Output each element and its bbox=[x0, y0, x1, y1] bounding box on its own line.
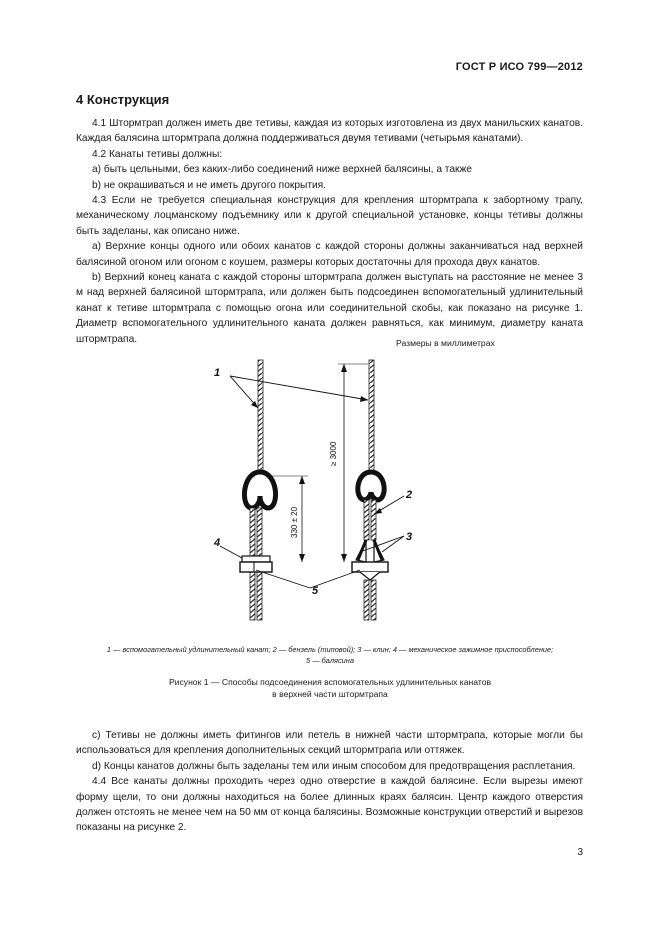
right-seizing-a bbox=[364, 500, 369, 540]
figure-label-2: 2 bbox=[406, 489, 413, 501]
dimension-long-label: ≥ 3000 bbox=[329, 441, 338, 466]
paragraph-4-3: 4.3 Если не требуется специальная конструкция для крепления штормтрапа к забортному трапу, механическому лоцманскому подъемнику или к другой специальной установке, концы тетивы должны быть заделаны, как описано ниже. bbox=[76, 195, 583, 237]
figure-label-4: 4 bbox=[214, 537, 221, 549]
body-text-top bbox=[76, 116, 583, 347]
dimension-long bbox=[329, 364, 368, 562]
dimension-short-label: 330 ± 20 bbox=[290, 506, 299, 538]
right-ladder-rope-a bbox=[364, 580, 369, 620]
legend-line-2: 5 — балясина bbox=[306, 656, 354, 665]
page-number: 3 bbox=[577, 847, 583, 858]
dimensions-note: Размеры в миллиметрах bbox=[396, 338, 495, 348]
left-thimble-eye bbox=[244, 472, 275, 508]
caption-line-2: в верхней части штормтрапа bbox=[272, 689, 388, 699]
paragraph-4-3-c: c) Тетивы не должны иметь фитингов или петель в нижней части штормтрапа, которые могли бы использоваться для крепления дополнительных секций штормтрапа или оттяжек. bbox=[76, 730, 583, 757]
left-clamp bbox=[242, 556, 270, 562]
figure-label-3: 3 bbox=[406, 531, 413, 543]
paragraph-4-3-d: d) Концы канатов должны быть заделаны тем или иным способом для предотвращения расплетания. bbox=[92, 760, 576, 772]
right-extension-rope bbox=[369, 360, 374, 473]
right-ladder-rope-b bbox=[371, 580, 376, 620]
paragraph-4-4: 4.4 Все канаты должны проходить через одно отверстие в каждой балясине. Если вырезы имеют форму щели, то они должны находиться на более длинных краях балясин. Центр каждого отверстия должен отстоять не менее чем на 50 мм от конца балясины. Возможные конструкции отверстий и вырезов показаны на рисунке 2. bbox=[76, 776, 583, 834]
paragraph-4-3-a: a) Верхние концы одного или обоих канатов с каждой стороны должны заканчиваться над верхней балясиной огоном или огоном с коушем, размеры которых достаточны для прохода двух канатов. bbox=[76, 241, 583, 268]
legend-line-1: 1 — вспомогательный удлинительный канат; 2 — бензель (типовой); 3 — клин; 4 — механическое зажимное приспособление; bbox=[106, 645, 554, 654]
figure-caption bbox=[110, 676, 550, 700]
figure-legend bbox=[52, 644, 608, 666]
paragraph-4-2-b: b) не окрашиваться и не иметь другого покрытия. bbox=[92, 179, 327, 191]
section-title: 4 Конструкция bbox=[76, 92, 170, 107]
paragraph-4-2: 4.2 Канаты тетивы должны: bbox=[92, 148, 223, 160]
figure-label-1: 1 bbox=[214, 367, 221, 379]
body-text-bottom bbox=[76, 728, 583, 836]
paragraph-4-1: 4.1 Штормтрап должен иметь две тетивы, каждая из которых изготовлена из двух манильских канатов. Каждая балясина штормтрапа должна поддерживаться двумя тетивами (четырьмя канатами). bbox=[76, 118, 583, 145]
left-rung bbox=[240, 562, 272, 572]
rope-ladder-diagram bbox=[190, 348, 450, 628]
left-rope-assembly bbox=[240, 360, 276, 620]
right-rope-assembly bbox=[352, 360, 388, 620]
figure-label-5: 5 bbox=[312, 585, 319, 597]
caption-line-1: Рисунок 1 — Способы подсоединения вспомогательных удлинительных канатов bbox=[168, 677, 492, 687]
dimension-short bbox=[266, 476, 308, 562]
right-seizing-b bbox=[371, 500, 376, 540]
figure-1-drawing bbox=[190, 348, 450, 628]
left-extension-rope bbox=[258, 360, 263, 473]
right-thimble-eye bbox=[358, 472, 384, 500]
paragraph-4-3-b: b) Верхний конец каната с каждой стороны штормтрапа должен выступать на расстояние не менее 3 м над верхней балясиной штормтрапа, или должен быть подсоединен вспомогательный удлинительный канат к тетиве штормтрапа с помощью огона или соединительной скобы, как показано на рисунке 1. Диаметр вспомогательного удлинительного каната должен равняться, как минимум, диаметру каната штормтрапа. bbox=[76, 272, 583, 345]
standard-code: ГОСТ Р ИСО 799—2012 bbox=[455, 61, 583, 73]
paragraph-4-2-a: a) быть цельными, без каких-либо соединений ниже верхней балясины, а также bbox=[92, 164, 472, 176]
